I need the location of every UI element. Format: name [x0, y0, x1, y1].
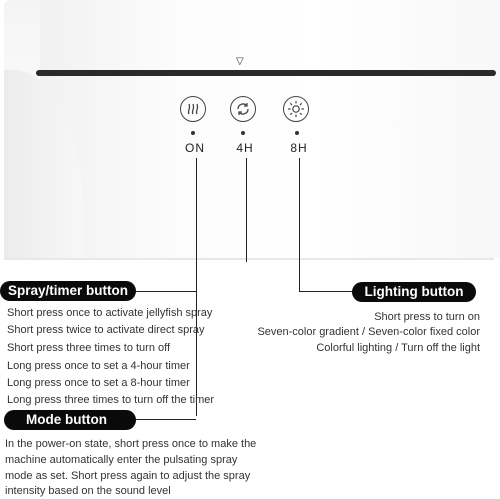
lighting-line: Short press to turn on	[374, 311, 480, 323]
mode-line: In the power-on state, short press once to make the	[5, 438, 257, 450]
mode-line: machine automatically enter the pulsating spray	[5, 454, 238, 466]
light-indicator-dot	[295, 131, 299, 135]
spray-leader-line	[196, 158, 197, 416]
sun-light-icon[interactable]	[283, 96, 309, 122]
mode-title: Mode button	[4, 410, 136, 430]
spray-timer-line: Long press once to set a 8-hour timer	[7, 377, 190, 389]
spray-timer-title: Spray/timer button	[0, 281, 136, 301]
humidifier-surface	[40, 0, 500, 258]
mode-leader-connector	[135, 419, 196, 420]
steam-waves-icon[interactable]	[180, 96, 206, 122]
lighting-line: Seven-color gradient / Seven-color fixed color	[257, 326, 480, 338]
mode-leader-line	[246, 158, 247, 262]
spray-leader-connector	[128, 291, 196, 292]
alignment-marker: ▽	[236, 56, 244, 67]
spray-timer-line: Short press three times to turn off	[7, 342, 171, 354]
spray-timer-line: Short press twice to activate direct spray	[7, 324, 205, 336]
spray-indicator-dot	[191, 131, 195, 135]
light-leader-line-vertical	[299, 158, 300, 291]
mode-line: intensity based on the sound level	[5, 485, 171, 497]
mode-indicator-dot	[241, 131, 245, 135]
light-leader-line-horizontal	[299, 291, 359, 292]
light-button-label: 8H	[290, 141, 308, 155]
spray-timer-line: Long press three times to turn off the timer	[7, 394, 215, 406]
spray-timer-line: Long press once to set a 4-hour timer	[7, 360, 190, 372]
lighting-line: Colorful lighting / Turn off the light	[316, 342, 480, 354]
lighting-title: Lighting button	[352, 282, 476, 302]
humidifier-base	[4, 258, 494, 260]
spray-timer-line: Short press once to activate jellyfish spray	[7, 307, 213, 319]
lid-seam	[36, 70, 496, 76]
spray-button-label: ON	[185, 141, 205, 155]
mode-button-label: 4H	[236, 141, 254, 155]
mode-line: mode as set. Short press again to adjust the spray	[5, 470, 251, 482]
cycle-mode-icon[interactable]	[230, 96, 256, 122]
